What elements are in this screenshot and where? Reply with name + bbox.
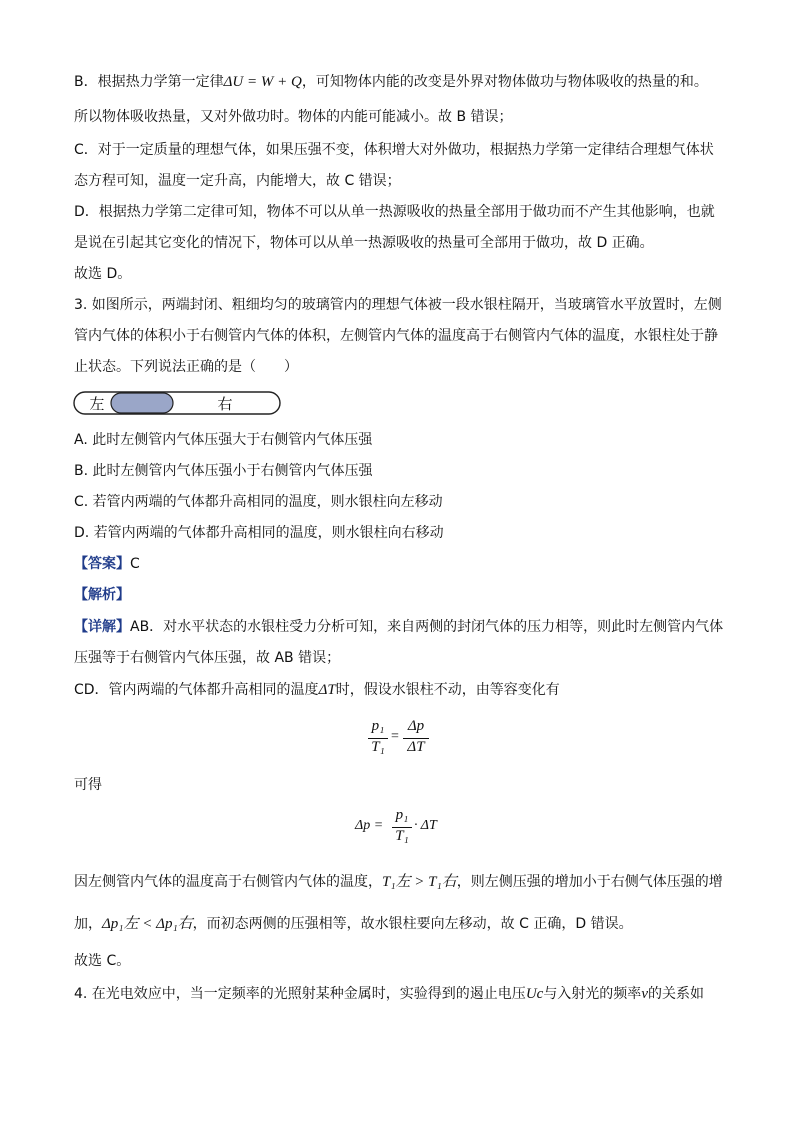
question-3-stem-line: 止状态。下列说法正确的是（ ） <box>74 359 298 375</box>
formula-first-law: ΔU = W + Q <box>223 74 302 90</box>
equation-right-side: · ΔT <box>414 818 437 833</box>
fraction-numerator: p₁ <box>371 718 385 734</box>
text-span: 与入射光的频率 <box>543 986 642 1002</box>
text-span: 4. 在光电效应中，当一定频率的光照射某种金属时，实验得到的遏止电压 <box>74 986 526 1002</box>
text-line: 是说在引起其它变化的情况下，物体可以从单一热源吸收的热量可全部用于做功，故 D 正确。 <box>74 235 654 251</box>
text-line <box>74 617 723 637</box>
formula-stopping-voltage: Uc <box>525 986 544 1002</box>
answer-label: 【答案】 <box>74 556 130 572</box>
text-line <box>74 680 560 700</box>
tube-right-label: 右 <box>217 395 233 413</box>
text-line <box>74 72 708 92</box>
fraction-denominator: T₁ <box>395 828 409 844</box>
fraction-p1-over-t1 <box>392 807 412 849</box>
glass-tube-diagram <box>73 390 283 418</box>
tube-left-label: 左 <box>89 395 105 413</box>
text-span: ，而初态两侧的压强相等，故水银柱要向左移动，故 C 正确，D 错误。 <box>192 916 633 932</box>
answer-line <box>74 554 140 574</box>
option-d: D. 若管内两端的气体都升高相同的温度，则水银柱向右移动 <box>74 525 444 541</box>
fraction-dp-over-dt <box>403 718 429 758</box>
answer-value: C <box>130 556 140 572</box>
text-span: ，可知物体内能的改变是外界对物体做功与物体吸收的热量的和。 <box>301 74 708 90</box>
text-span: 因左侧管内气体的温度高于右侧管内气体的温度， <box>74 874 382 890</box>
formula-frequency: ν <box>641 986 648 1002</box>
formula-pressure-compare: Δp₁左 < Δp₁右 <box>102 916 193 932</box>
glass-tube <box>74 392 280 414</box>
text-line: C．对于一定质量的理想气体，如果压强不变，体积增大对外做功，根据热力学第一定律结合理想气体状 <box>74 142 714 158</box>
text-line <box>74 872 723 892</box>
analysis-label-text: 【解析】 <box>74 587 130 603</box>
text-line: 压强等于右侧管内气体压强，故 AB 错误； <box>74 650 341 666</box>
fraction-numerator: p₁ <box>395 807 409 823</box>
fraction-p1-over-t1 <box>368 718 388 758</box>
option-b: B. 此时左侧管内气体压强小于右侧管内气体压强 <box>74 463 373 479</box>
text-line: 所以物体吸收热量，又对外做功时。物体的内能可能减小。故 B 错误； <box>74 109 513 125</box>
equation-left-side: Δp = <box>355 818 384 833</box>
formula-temperature-compare: T₁左 > T₁右 <box>382 874 457 890</box>
mercury-column <box>111 393 173 413</box>
fraction-denominator: ΔT <box>407 739 425 755</box>
option-a: A. 此时左侧管内气体压强大于右侧管内气体压强 <box>74 432 373 448</box>
text-line: 可得 <box>74 777 102 793</box>
equals-sign: = <box>391 729 399 744</box>
conclusion-c: 故选 C。 <box>74 953 131 969</box>
text-span: ，则左侧压强的增加小于右侧气体压强的增 <box>456 874 723 890</box>
question-4-stem-line <box>74 984 704 1004</box>
question-3-stem-line: 管内气体的体积小于右侧管内气体的体积，左侧管内气体的温度高于右侧管内气体的温度，水银柱处于静 <box>74 328 718 344</box>
detail-label: 【详解】 <box>74 619 130 635</box>
fraction-denominator: T₁ <box>371 739 385 755</box>
fraction-numerator: Δp <box>407 718 425 734</box>
text-line: 态方程可知，温度一定升高，内能增大，故 C 错误； <box>74 173 401 189</box>
text-line <box>74 914 633 934</box>
analysis-label <box>74 585 130 605</box>
formula-delta-t: ΔT <box>318 682 336 698</box>
text-span: AB．对水平状态的水银柱受力分析可知，来自两侧的封闭气体的压力相等，则此时左侧管内气体 <box>130 619 724 635</box>
conclusion-d: 故选 D。 <box>74 266 132 282</box>
text-span: 加， <box>74 916 102 932</box>
text-span: 的关系如 <box>647 986 704 1002</box>
text-span: 时，假设水银柱不动，由等容变化有 <box>335 682 560 698</box>
option-c: C. 若管内两端的气体都升高相同的温度，则水银柱向左移动 <box>74 494 443 510</box>
text-span: B．根据热力学第一定律 <box>74 74 224 90</box>
text-line: D．根据热力学第二定律可知，物体不可以从单一热源吸收的热量全部用于做功而不产生其他影响，也就 <box>74 204 715 220</box>
text-span: CD．管内两端的气体都升高相同的温度 <box>74 682 319 698</box>
question-3-stem-line: 3. 如图所示，两端封闭、粗细均匀的玻璃管内的理想气体被一段水银柱隔开，当玻璃管水平放置时，左侧 <box>74 297 722 313</box>
